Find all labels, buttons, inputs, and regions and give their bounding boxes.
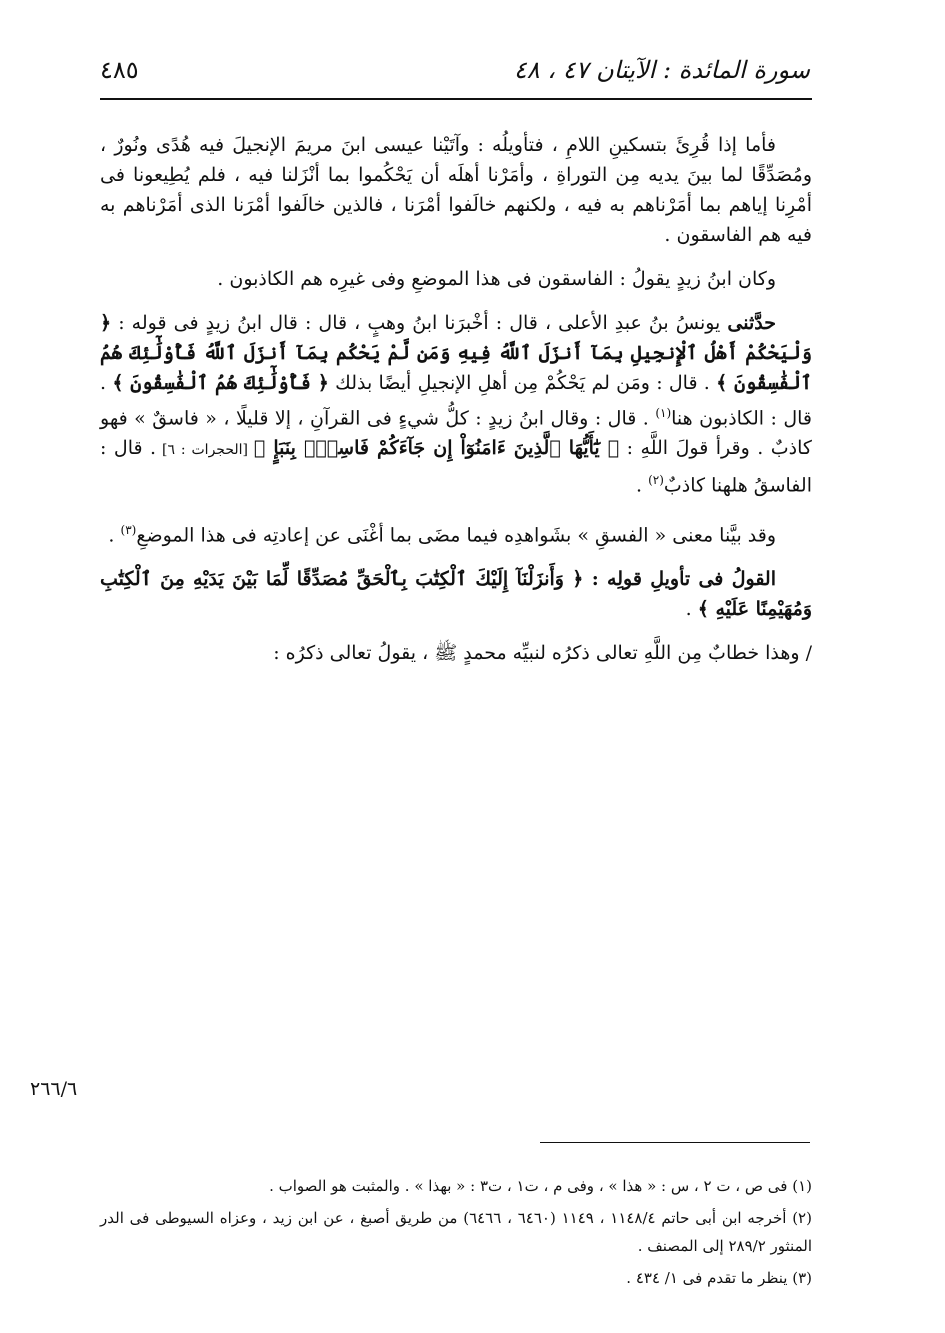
footnote-2: (٢) أخرجه ابن أبى حاتم ١١٤٨/٤ ، ١١٤٩ (٦٤٦٠ ، ٦٤٦٦) من طريق أصبغ ، عن ابن زيد ، وعزاه السيوطى فى الدر المنثور ٢٨٩/٢ إلى المصنف . xyxy=(100,1209,812,1255)
paragraph-3-text-b: . قال : ومَن لم يَحْكُمْ مِن أهلِ الإنجيلِ أيضًا بذلك xyxy=(328,372,717,394)
footnote-1: (١) فى ص ، ت ٢ ، س : « هذا » ، وفى م ، ت١ ، ت٣ : « بهذا » . والمثبت هو الصواب . xyxy=(269,1177,812,1195)
paragraph-3 xyxy=(100,308,812,501)
paragraph-3-text-c: . قال : الكاذبون هنا xyxy=(100,372,812,430)
footnote-marker-3: (٣) xyxy=(120,522,137,537)
volume-page-reference: ٢٦٦/٦ xyxy=(30,1078,78,1100)
paragraph-3-text-e: . قال : الفاسقُ هلهنا كاذبٌ xyxy=(100,437,812,497)
paragraph-3-text-f: . xyxy=(635,474,649,497)
paragraph-5-end: . xyxy=(685,597,698,620)
paragraph-4 xyxy=(100,515,812,550)
section-heading: القولُ فى تأويلِ قولِه : xyxy=(583,567,776,590)
footnote-divider xyxy=(540,1142,810,1143)
surah-reference: [الحجرات : ٦] xyxy=(156,442,254,459)
quran-verse-4: ﴿ وَأَنزَلْنَآ إِلَيْكَ ٱلْكِتَٰبَ بِٱلْحَقِّ مُصَدِّقًا لِّمَا بَيْنَ يَدَيْهِ مِنَ ٱلْكِتَٰبِ وَمُهَيْمِنًا عَلَيْهِ ﴾ xyxy=(100,567,812,620)
paragraph-5 xyxy=(100,564,812,624)
footnote-marker-2: (٢) xyxy=(648,473,664,488)
quran-verse-2: ﴿ فَأُوْلَٰٓئِكَ هُمُ ٱلْفَٰسِقُونَ ﴾ xyxy=(112,372,329,394)
paragraph-1: فأما إذا قُرِئَ بتسكينِ اللامِ ، فتأويلُه : وآتَيْنا عيسى ابنَ مريمَ الإنجيلَ فيه هُدًى ونُورٌ ، ومُصَدِّقًا لما بينَ يديه مِن التوراةِ ، وأمَرْنا أهلَه أن يَحْكُموا بما أنْزَلنا فيه ، فلم يُطِيعونا فى أمْرِنا إياهم بما أمَرْناهم به فيه ، ولكنهم خالَفوا أمْرَنا ، فالذين خالَفوا أمْرَنا الذى أمَرْناهم به فيه هم الفاسقون . xyxy=(100,134,812,246)
paragraph-3-text-a: يونسُ بنُ عبدِ الأعلى ، قال : أخْبرَنا ابنُ وهبٍ ، قال : قال ابنُ زيدٍ فى قوله : xyxy=(111,312,728,334)
paragraph-2: وكان ابنُ زيدٍ يقولُ : الفاسقون فى هذا الموضعِ وفى غيرِه هم الكاذبون . xyxy=(217,268,776,290)
main-text xyxy=(100,130,812,682)
paragraph-6: / وهذا خطابٌ مِن اللَّهِ تعالى ذكرُه لنبيِّه محمدٍ ﷺ ، يقولُ تعالى ذكرُه : xyxy=(273,641,812,664)
footnotes xyxy=(100,1172,812,1296)
footnote-marker-1: (١) xyxy=(655,406,672,420)
paragraph-3-text-d: . قال : وقال ابنُ زيدٍ : كلُّ شيءٍ فى القرآنِ ، إلا قليلًا ، « فاسقٌ » فهو كاذبٌ . وقرأ قولَ اللَّهِ : xyxy=(100,407,812,460)
quran-verse-3: ﴿ يَٰٓأَيُّهَا ٱلَّذِينَ ءَامَنُوٓاْ إِن جَآءَكُمْ فَاسِقُۢ بِنَبَإٍ ﴾ xyxy=(253,437,620,460)
footnote-3: (٣) ينظر ما تقدم فى ١/ ٤٣٤ . xyxy=(626,1269,812,1287)
running-title: سورة المائدة : الآيتان ٤٧ ، ٤٨ xyxy=(513,56,810,84)
paragraph-4-end: . xyxy=(108,523,121,546)
quran-verse-1: ﴿ وَلْيَحْكُمْ أَهْلُ ٱلْإِنجِيلِ بِمَآ أَنزَلَ ٱللَّهُ فِيهِ وَمَن لَّمْ يَحْكُم بِمَآ أَنزَلَ ٱللَّهُ فَأُوْلَٰٓئِكَ هُمُ ٱلْفَٰسِقُونَ ﴾ xyxy=(100,312,813,394)
paragraph-4-text: وقد بيَّنا معنى « الفسقِ » بشَواهدِه فيما مضَى بما أغْنَى عن إعادتِه فى هذا الموضعِ xyxy=(136,523,776,546)
page-header xyxy=(100,52,810,92)
page-number: ٤٨٥ xyxy=(100,56,139,84)
header-divider xyxy=(100,98,812,100)
hadith-lead-word: حدَّثنى xyxy=(727,312,776,334)
